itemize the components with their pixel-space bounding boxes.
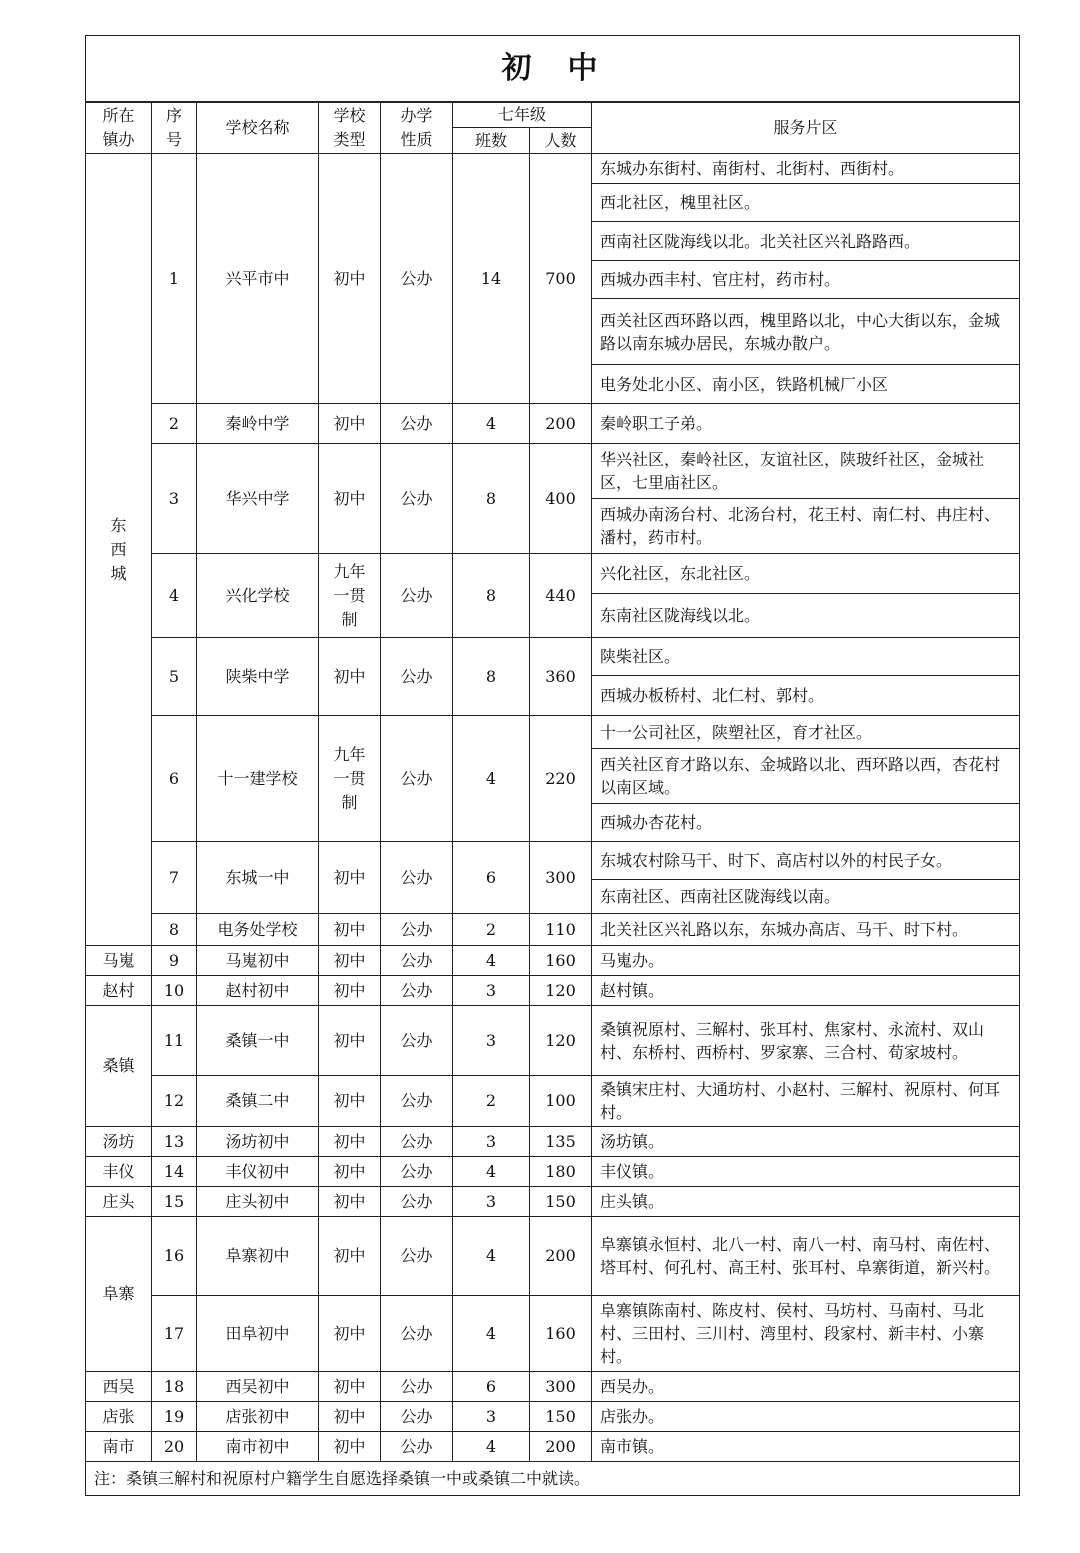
school-type-cell: 初中	[319, 444, 381, 554]
school-name-cell: 店张初中	[197, 1402, 319, 1432]
student-count-cell: 700	[530, 154, 592, 404]
school-type-cell: 初中	[319, 1076, 381, 1127]
town-name: 赵村	[102, 980, 135, 1000]
school-type-cell: 初中	[319, 1296, 381, 1372]
town-name: 阜寨	[102, 1284, 135, 1303]
school-nature-cell: 公办	[381, 914, 453, 946]
service-area-cell: 西城办杏花村。	[592, 804, 1020, 842]
student-count-cell: 180	[530, 1157, 592, 1187]
school-nature-cell: 公办	[381, 404, 453, 444]
seq-cell: 20	[152, 1432, 197, 1462]
town-cell	[86, 1127, 152, 1157]
town-cell	[86, 1402, 152, 1432]
student-count-cell: 110	[530, 914, 592, 946]
service-area-cell: 西城办板桥村、北仁村、郭村。	[592, 676, 1020, 716]
class-count-cell: 4	[453, 404, 530, 444]
class-count-cell: 8	[453, 554, 530, 638]
table-row	[86, 1076, 1020, 1127]
seq-cell: 8	[152, 914, 197, 946]
school-name-cell: 丰仪初中	[197, 1157, 319, 1187]
service-area-cell: 西吴办。	[592, 1372, 1020, 1402]
seq-cell: 3	[152, 444, 197, 554]
service-area-cell: 东南社区陇海线以北。	[592, 594, 1020, 638]
school-type-cell: 初中	[319, 1187, 381, 1217]
service-area-cell: 西北社区，槐里社区。	[592, 184, 1020, 222]
student-count-cell: 200	[530, 404, 592, 444]
header-area: 服务片区	[592, 102, 1020, 154]
service-area-cell: 华兴社区，秦岭社区，友谊社区，陕玻纤社区，金城社区，七里庙社区。	[592, 444, 1020, 499]
footnote: 注：桑镇三解村和祝原村户籍学生自愿选择桑镇一中或桑镇二中就读。	[86, 1462, 1020, 1496]
town-cell	[86, 946, 152, 976]
school-nature-cell: 公办	[381, 1432, 453, 1462]
school-nature-cell: 公办	[381, 1402, 453, 1432]
town-name: 丰仪	[102, 1161, 135, 1181]
header-nature-text: 办学性质	[400, 106, 433, 149]
header-type	[319, 102, 381, 154]
header-grade7: 七年级	[453, 102, 592, 128]
table-row	[86, 1006, 1020, 1076]
town-cell	[86, 976, 152, 1006]
school-type-text: 九年一贯制	[333, 561, 366, 629]
seq-cell: 1	[152, 154, 197, 404]
school-nature-cell: 公办	[381, 1006, 453, 1076]
seq-cell: 12	[152, 1076, 197, 1127]
seq-cell: 18	[152, 1372, 197, 1402]
student-count-cell: 300	[530, 1372, 592, 1402]
service-area-cell: 南市镇。	[592, 1432, 1020, 1462]
school-type-cell: 初中	[319, 842, 381, 914]
table-row	[86, 1432, 1020, 1462]
class-count-cell: 4	[453, 1217, 530, 1296]
service-area-cell: 桑镇宋庄村、大通坊村、小赵村、三解村、祝原村、何耳村。	[592, 1076, 1020, 1127]
table-row	[86, 1372, 1020, 1402]
student-count-cell: 120	[530, 976, 592, 1006]
town-cell	[86, 1006, 152, 1127]
school-name-cell: 汤坊初中	[197, 1127, 319, 1157]
town-name: 庄头	[102, 1191, 135, 1211]
school-type-cell: 初中	[319, 946, 381, 976]
school-name-cell: 十一建学校	[197, 716, 319, 842]
class-count-cell: 4	[453, 1157, 530, 1187]
school-type-cell: 初中	[319, 914, 381, 946]
class-count-cell: 6	[453, 842, 530, 914]
school-nature-cell: 公办	[381, 1127, 453, 1157]
header-students: 人数	[530, 128, 592, 154]
school-nature-cell: 公办	[381, 554, 453, 638]
table-row	[86, 1402, 1020, 1432]
seq-cell: 10	[152, 976, 197, 1006]
class-count-cell: 2	[453, 914, 530, 946]
school-type-cell: 初中	[319, 1127, 381, 1157]
school-nature-cell: 公办	[381, 1217, 453, 1296]
student-count-cell: 400	[530, 444, 592, 554]
town-cell	[86, 1372, 152, 1402]
school-name-cell: 庄头初中	[197, 1187, 319, 1217]
town-cell	[86, 1187, 152, 1217]
service-area-cell: 赵村镇。	[592, 976, 1020, 1006]
school-nature-cell: 公办	[381, 842, 453, 914]
school-name-cell: 马嵬初中	[197, 946, 319, 976]
service-area-cell: 电务处北小区、南小区，铁路机械厂小区	[592, 365, 1020, 404]
class-count-cell: 6	[453, 1372, 530, 1402]
table-row	[86, 914, 1020, 946]
student-count-cell: 150	[530, 1402, 592, 1432]
school-nature-cell: 公办	[381, 976, 453, 1006]
student-count-cell: 200	[530, 1432, 592, 1462]
seq-cell: 7	[152, 842, 197, 914]
service-area-cell: 西关社区西环路以西，槐里路以北，中心大街以东，金城路以南东城办居民，东城办散户。	[592, 299, 1020, 365]
seq-cell: 5	[152, 638, 197, 716]
service-area-cell: 桑镇祝原村、三解村、张耳村、焦家村、永流村、双山村、东桥村、西桥村、罗家寨、三合村、荀家坡村。	[592, 1006, 1020, 1076]
school-type-cell: 初中	[319, 638, 381, 716]
seq-cell: 11	[152, 1006, 197, 1076]
table-row	[86, 1296, 1020, 1372]
class-count-cell: 4	[453, 1432, 530, 1462]
school-type-text: 九年一贯制	[333, 744, 366, 812]
service-area-cell: 马嵬办。	[592, 946, 1020, 976]
school-name-cell: 桑镇一中	[197, 1006, 319, 1076]
school-name-cell: 东城一中	[197, 842, 319, 914]
school-nature-cell: 公办	[381, 444, 453, 554]
service-area-cell: 阜寨镇陈南村、陈皮村、侯村、马坊村、马南村、马北村、三田村、三川村、湾里村、段家村、新丰村、小寨村。	[592, 1296, 1020, 1372]
student-count-cell: 220	[530, 716, 592, 842]
school-nature-cell: 公办	[381, 1372, 453, 1402]
school-district-table	[85, 35, 1020, 1496]
town-name: 南市	[102, 1436, 135, 1456]
seq-cell: 15	[152, 1187, 197, 1217]
student-count-cell: 100	[530, 1076, 592, 1127]
service-area-cell: 西城办西丰村、官庄村，药市村。	[592, 261, 1020, 299]
service-area-cell: 东城农村除马干、时下、高店村以外的村民子女。	[592, 842, 1020, 880]
school-name-cell: 田阜初中	[197, 1296, 319, 1372]
service-area-cell: 丰仪镇。	[592, 1157, 1020, 1187]
school-nature-cell: 公办	[381, 638, 453, 716]
table-row	[86, 638, 1020, 676]
school-name-cell: 兴平市中	[197, 154, 319, 404]
school-nature-cell: 公办	[381, 1157, 453, 1187]
service-area-cell: 十一公司社区，陕塑社区，育才社区。	[592, 716, 1020, 749]
school-type-cell: 初中	[319, 1157, 381, 1187]
school-type-cell: 初中	[319, 154, 381, 404]
town-name: 东西城	[110, 515, 127, 583]
school-name-cell: 陕柴中学	[197, 638, 319, 716]
table-row	[86, 154, 1020, 184]
school-type-cell	[319, 554, 381, 638]
school-type-cell: 初中	[319, 1402, 381, 1432]
school-nature-cell: 公办	[381, 716, 453, 842]
header-town	[86, 102, 152, 154]
table-row	[86, 842, 1020, 880]
town-cell	[86, 1157, 152, 1187]
service-area-cell: 东南社区、西南社区陇海线以南。	[592, 880, 1020, 914]
service-area-cell: 陕柴社区。	[592, 638, 1020, 676]
town-name: 汤坊	[102, 1131, 135, 1151]
class-count-cell: 3	[453, 976, 530, 1006]
class-count-cell: 8	[453, 444, 530, 554]
table-row	[86, 554, 1020, 594]
seq-cell: 4	[152, 554, 197, 638]
service-area-cell: 兴化社区，东北社区。	[592, 554, 1020, 594]
class-count-cell: 3	[453, 1402, 530, 1432]
class-count-cell: 4	[453, 716, 530, 842]
table-row	[86, 976, 1020, 1006]
school-name-cell: 阜寨初中	[197, 1217, 319, 1296]
school-nature-cell: 公办	[381, 1076, 453, 1127]
school-type-cell: 初中	[319, 1006, 381, 1076]
seq-cell: 9	[152, 946, 197, 976]
seq-cell: 19	[152, 1402, 197, 1432]
header-nature	[381, 102, 453, 154]
town-name: 马嵬	[102, 950, 135, 970]
header-seq-text: 序号	[165, 106, 182, 149]
school-name-cell: 西吴初中	[197, 1372, 319, 1402]
class-count-cell: 2	[453, 1076, 530, 1127]
table-row	[86, 716, 1020, 749]
town-name: 桑镇	[102, 1056, 135, 1075]
service-area-cell: 东城办东街村、南街村、北街村、西街村。	[592, 154, 1020, 184]
class-count-cell: 14	[453, 154, 530, 404]
student-count-cell: 440	[530, 554, 592, 638]
school-nature-cell: 公办	[381, 1187, 453, 1217]
seq-cell: 13	[152, 1127, 197, 1157]
service-area-cell: 阜寨镇永恒村、北八一村、南八一村、南马村、南佐村、塔耳村、何孔村、高王村、张耳村、阜寨街道，新兴村。	[592, 1217, 1020, 1296]
seq-cell: 2	[152, 404, 197, 444]
table-row	[86, 1187, 1020, 1217]
class-count-cell: 4	[453, 1296, 530, 1372]
town-cell	[86, 154, 152, 946]
town-name: 店张	[102, 1406, 135, 1426]
class-count-cell: 4	[453, 946, 530, 976]
school-nature-cell: 公办	[381, 946, 453, 976]
service-area-cell: 西城办南汤台村、北汤台村，花王村、南仁村、冉庄村、潘村，药市村。	[592, 499, 1020, 554]
school-type-cell: 初中	[319, 1432, 381, 1462]
service-area-cell: 汤坊镇。	[592, 1127, 1020, 1157]
school-type-cell: 初中	[319, 976, 381, 1006]
school-name-cell: 电务处学校	[197, 914, 319, 946]
header-town-text: 所在镇办	[102, 106, 135, 149]
student-count-cell: 300	[530, 842, 592, 914]
seq-cell: 16	[152, 1217, 197, 1296]
student-count-cell: 160	[530, 1296, 592, 1372]
table-row	[86, 946, 1020, 976]
class-count-cell: 8	[453, 638, 530, 716]
table-row	[86, 1127, 1020, 1157]
student-count-cell: 200	[530, 1217, 592, 1296]
school-name-cell: 南市初中	[197, 1432, 319, 1462]
service-area-cell: 庄头镇。	[592, 1187, 1020, 1217]
school-type-cell: 初中	[319, 404, 381, 444]
seq-cell: 17	[152, 1296, 197, 1372]
service-area-cell: 西南社区陇海线以北。北关社区兴礼路路西。	[592, 222, 1020, 261]
school-name-cell: 兴化学校	[197, 554, 319, 638]
service-area-cell: 北关社区兴礼路以东，东城办高店、马干、时下村。	[592, 914, 1020, 946]
student-count-cell: 135	[530, 1127, 592, 1157]
header-seq	[152, 102, 197, 154]
student-count-cell: 120	[530, 1006, 592, 1076]
student-count-cell: 360	[530, 638, 592, 716]
table-row	[86, 444, 1020, 499]
school-type-cell: 初中	[319, 1217, 381, 1296]
class-count-cell: 3	[453, 1187, 530, 1217]
header-type-text: 学校类型	[333, 106, 366, 149]
header-classes: 班数	[453, 128, 530, 154]
service-area-cell: 秦岭职工子弟。	[592, 404, 1020, 444]
seq-cell: 6	[152, 716, 197, 842]
service-area-cell: 店张办。	[592, 1402, 1020, 1432]
page-title: 初中	[86, 36, 1020, 103]
town-cell	[86, 1217, 152, 1372]
school-name-cell: 赵村初中	[197, 976, 319, 1006]
table-rows	[86, 154, 1020, 1462]
town-cell	[86, 1432, 152, 1462]
student-count-cell: 150	[530, 1187, 592, 1217]
seq-cell: 14	[152, 1157, 197, 1187]
town-name: 西吴	[102, 1376, 135, 1396]
header-name: 学校名称	[197, 102, 319, 154]
table-row	[86, 1157, 1020, 1187]
class-count-cell: 3	[453, 1006, 530, 1076]
school-name-cell: 桑镇二中	[197, 1076, 319, 1127]
school-type-cell	[319, 716, 381, 842]
school-nature-cell: 公办	[381, 1296, 453, 1372]
service-area-cell: 西关社区育才路以东、金城路以北、西环路以西，杏花村以南区域。	[592, 749, 1020, 804]
school-name-cell: 华兴中学	[197, 444, 319, 554]
student-count-cell: 160	[530, 946, 592, 976]
table-row	[86, 404, 1020, 444]
school-nature-cell: 公办	[381, 154, 453, 404]
school-type-cell: 初中	[319, 1372, 381, 1402]
class-count-cell: 3	[453, 1127, 530, 1157]
school-name-cell: 秦岭中学	[197, 404, 319, 444]
table-row	[86, 1217, 1020, 1296]
